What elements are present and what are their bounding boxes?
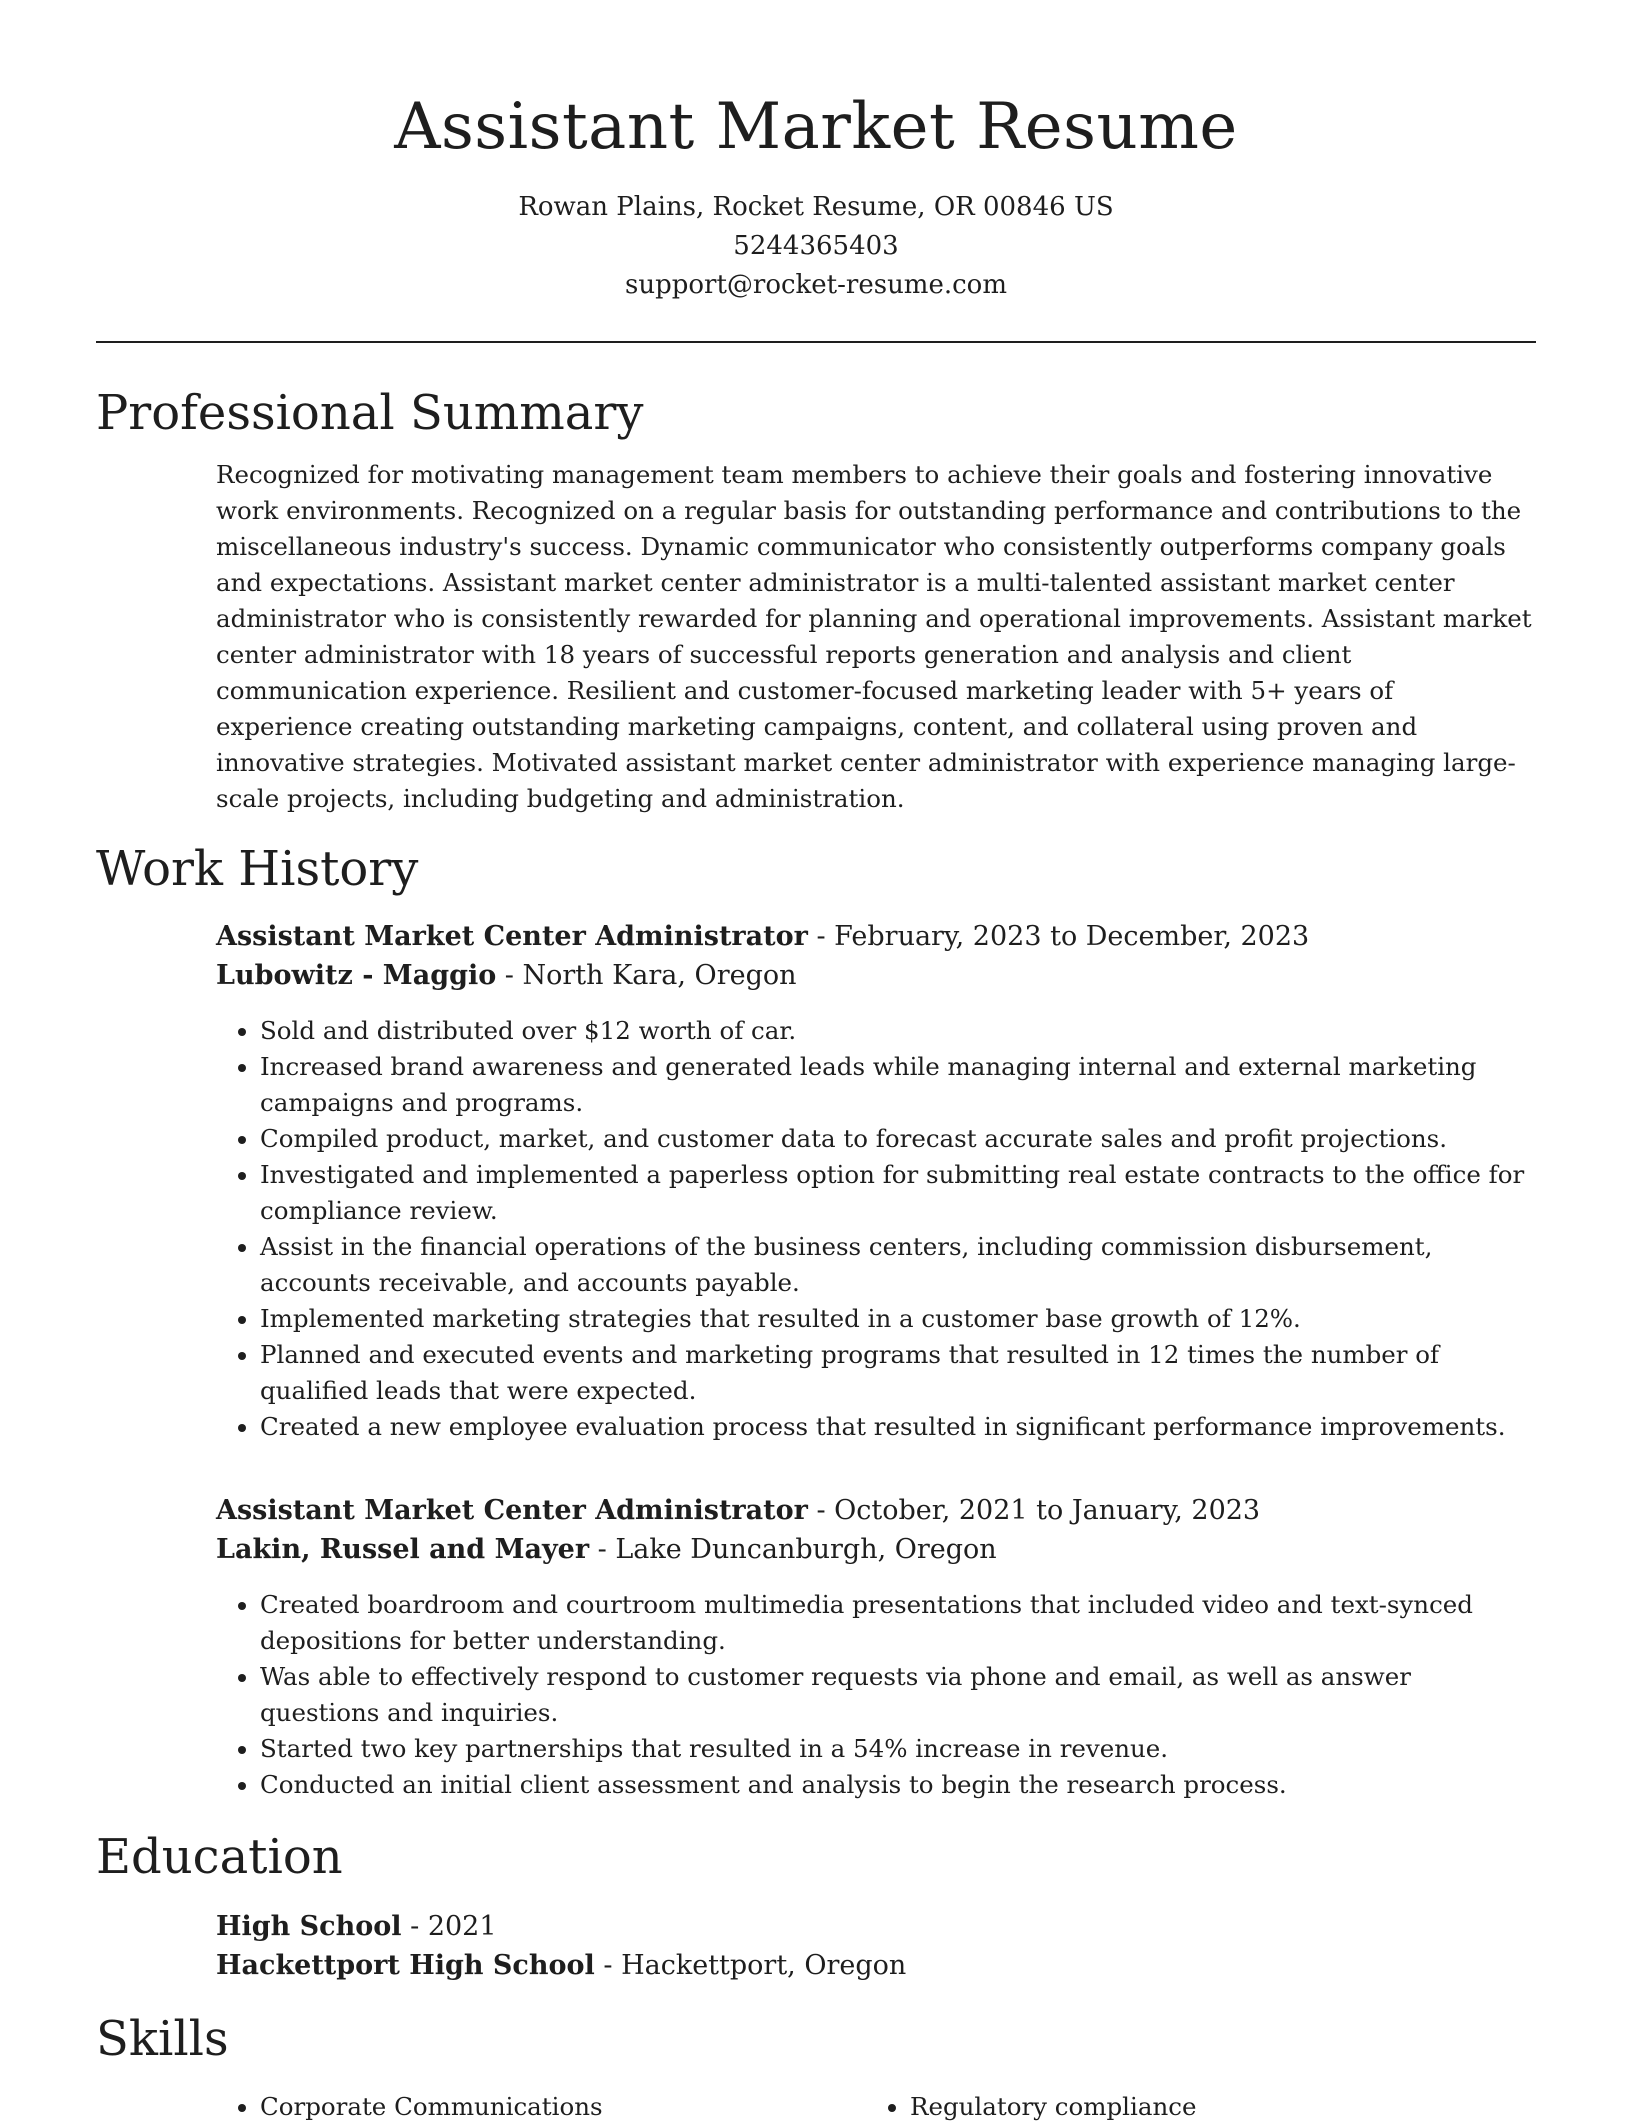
work-history-heading: Work History bbox=[96, 841, 419, 897]
school-line bbox=[216, 1946, 1536, 1985]
job-bullet: • Created a new employee evaluation process that resulted in significant performance improvements. bbox=[260, 1409, 1536, 1445]
job-employer: Lakin, Russel and Mayer bbox=[216, 1534, 590, 1565]
skill-item: • Regulatory compliance bbox=[910, 2089, 1516, 2125]
job-dates: - October, 2021 to January, 2023 bbox=[807, 1495, 1261, 1526]
job-bullet: • Created boardroom and courtroom multimedia presentations that included video and text-synced depositions for better understanding. bbox=[260, 1587, 1536, 1659]
job-location: - Lake Duncanburgh, Oregon bbox=[589, 1534, 997, 1565]
contact-info bbox=[96, 188, 1536, 305]
job-bullet: • Started two key partnerships that resulted in a 54% increase in revenue. bbox=[260, 1731, 1536, 1767]
job-bullet: • Conducted an initial client assessment and analysis to begin the research process. bbox=[260, 1767, 1536, 1803]
job-entry bbox=[216, 917, 1536, 1445]
school-location: - Hackettport, Oregon bbox=[594, 1950, 907, 1981]
phone: 5244365403 bbox=[733, 231, 899, 261]
job-title-line bbox=[216, 917, 1536, 956]
skills-column-left bbox=[216, 2089, 866, 2125]
job-role: Assistant Market Center Administrator bbox=[216, 1495, 808, 1526]
job-employer: Lubowitz - Maggio bbox=[216, 960, 497, 991]
job-entry bbox=[216, 1491, 1536, 1803]
job-bullet: • Planned and executed events and marketing programs that resulted in 12 times the number of qualified leads that were expected. bbox=[260, 1337, 1536, 1409]
summary-text: Recognized for motivating management team members to achieve their goals and fostering innovative work environments. Recognized on a regular basis for outstanding performance and contributions to the miscellaneous industry's success. Dynamic communicator who consistently outperforms company goals and expectations. Assistant market center administrator is a multi-talented assistant market center administrator who is consistently rewarded for planning and operational improvements. Assistant market center administrator with 18 years of successful reports generation and analysis and client communication experience. Resilient and customer-focused marketing leader with 5+ years of experience creating outstanding marketing campaigns, content, and collateral using proven and innovative strategies. Motivated assistant market center administrator with experience managing large-scale projects, including budgeting and administration. bbox=[216, 460, 1532, 813]
education-entry bbox=[216, 1907, 1536, 1985]
education-heading: Education bbox=[96, 1829, 343, 1885]
email: support@rocket-resume.com bbox=[624, 270, 1007, 300]
resume-header bbox=[96, 0, 1536, 305]
job-role: Assistant Market Center Administrator bbox=[216, 921, 808, 952]
job-title-line bbox=[216, 1491, 1536, 1530]
job-bullet: • Assist in the financial operations of the business centers, including commission disbursement, accounts receivable, and accounts payable. bbox=[260, 1229, 1536, 1301]
job-bullet: • Was able to effectively respond to customer requests via phone and email, as well as answer questions and inquiries. bbox=[260, 1659, 1536, 1731]
skills-list bbox=[216, 2089, 1536, 2125]
job-dates: - February, 2023 to December, 2023 bbox=[807, 921, 1310, 952]
job-bullets bbox=[216, 1587, 1536, 1803]
graduation-year: - 2021 bbox=[401, 1911, 497, 1942]
job-employer-line bbox=[216, 956, 1536, 995]
address: Rowan Plains, Rocket Resume, OR 00846 US bbox=[518, 192, 1114, 222]
skills-column-right bbox=[866, 2089, 1516, 2125]
summary-heading: Professional Summary bbox=[96, 385, 644, 441]
skill-item: • Corporate Communications bbox=[260, 2089, 866, 2125]
resume-title: Assistant Market Resume bbox=[394, 90, 1238, 164]
resume-page bbox=[96, 0, 1536, 2125]
degree-line bbox=[216, 1907, 1536, 1946]
job-bullets bbox=[216, 1013, 1536, 1445]
job-bullet: • Increased brand awareness and generated leads while managing internal and external marketing campaigns and programs. bbox=[260, 1049, 1536, 1121]
job-bullet: • Investigated and implemented a paperless option for submitting real estate contracts to the office for compliance review. bbox=[260, 1157, 1536, 1229]
skills-heading: Skills bbox=[96, 2011, 229, 2067]
job-employer-line bbox=[216, 1530, 1536, 1569]
header-divider bbox=[96, 341, 1536, 343]
job-bullet: • Sold and distributed over $12 worth of car. bbox=[260, 1013, 1536, 1049]
work-history bbox=[216, 917, 1536, 1803]
job-bullet: • Implemented marketing strategies that resulted in a customer base growth of 12%. bbox=[260, 1301, 1536, 1337]
job-location: - North Kara, Oregon bbox=[496, 960, 797, 991]
job-bullet: • Compiled product, market, and customer data to forecast accurate sales and profit projections. bbox=[260, 1121, 1536, 1157]
school-name: Hackettport High School bbox=[216, 1950, 595, 1981]
degree: High School bbox=[216, 1911, 402, 1942]
